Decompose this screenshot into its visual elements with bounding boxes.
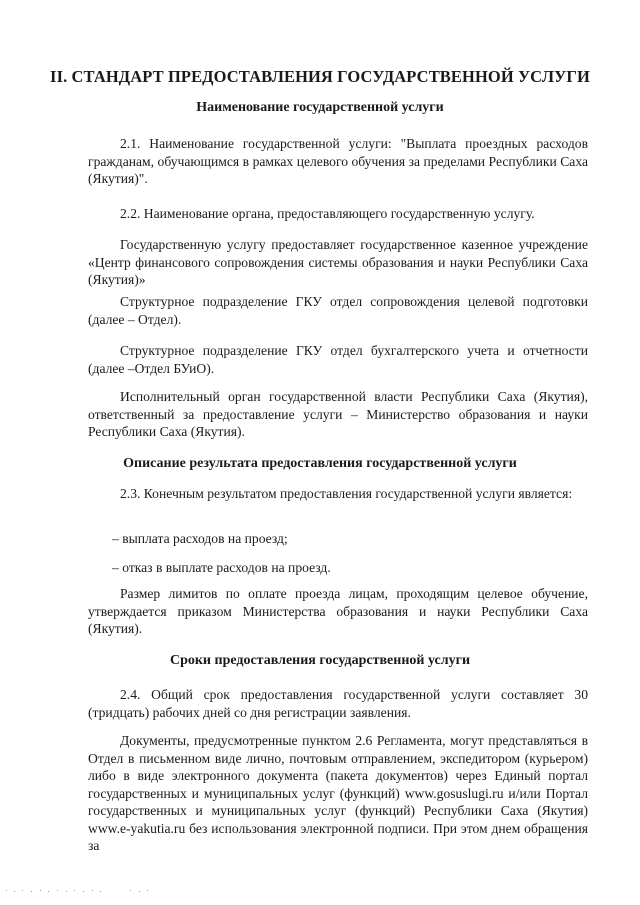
scan-artifact-dots xyxy=(0,888,640,894)
list-item-payment: – выплата расходов на проезд; xyxy=(112,531,288,546)
paragraph-accounting-department: Структурное подразделение ГКУ отдел бухгалтерского учета и отчетности (далее –Отдел БУиО). xyxy=(88,343,588,376)
section-heading-terms: Сроки предоставления государственной услуги xyxy=(169,653,471,668)
paragraph-2-3: 2.3. Конечным результатом предоставления государственной услуги является: xyxy=(120,486,573,501)
paragraph-provider: Государственную услугу предоставляет государственное казенное учреждение «Центр финансового сопровождения системы образования и науки Республики Саха (Якутия)» xyxy=(88,237,588,287)
paragraph-2-1: 2.1. Наименование государственной услуги: "Выплата проездных расходов гражданам, обучающимся в рамках целевого обучения за пределами Республики Саха (Якутия)". xyxy=(88,136,588,186)
paragraph-executive-body: Исполнительный орган государственной власти Республики Саха (Якутия), ответственный за предоставление услуги – Министерство образования и науки Республики Саха (Якутия). xyxy=(88,389,588,439)
paragraph-limits: Размер лимитов по оплате проезда лицам, проходящим целевое обучение, утверждается приказом Министерства образования и науки Республики Саха (Якутия). xyxy=(88,586,588,636)
page-title: II. СТАНДАРТ ПРЕДОСТАВЛЕНИЯ ГОСУДАРСТВЕННОЙ УСЛУГИ xyxy=(50,67,590,86)
list-item-refusal: – отказ в выплате расходов на проезд. xyxy=(112,560,331,575)
paragraph-2-4: 2.4. Общий срок предоставления государственной услуги составляет 30 (тридцать) рабочих дней со дня регистрации заявления. xyxy=(88,687,588,720)
paragraph-department: Структурное подразделение ГКУ отдел сопровождения целевой подготовки (далее – Отдел). xyxy=(88,294,588,327)
section-heading-service-name: Наименование государственной услуги xyxy=(196,100,444,115)
section-heading-result: Описание результата предоставления государственной услуги xyxy=(123,456,517,471)
paragraph-2-2: 2.2. Наименование органа, предоставляющего государственную услугу. xyxy=(120,206,535,221)
paragraph-documents: Документы, предусмотренные пунктом 2.6 Регламента, могут представляться в Отдел в письменном виде лично, почтовым отправлением, экспедитором (курьером) либо в виде электронного документа (пакета документов) через Единый портал государственных и муниципальных услуг (функций) www.gosuslugi.ru и/или Портал государственных и муниципальных услуг (функций) Республики Саха (Якутия) www.e-yakutia.ru без использования электронной подписи. При этом днем обращения за xyxy=(88,733,588,853)
